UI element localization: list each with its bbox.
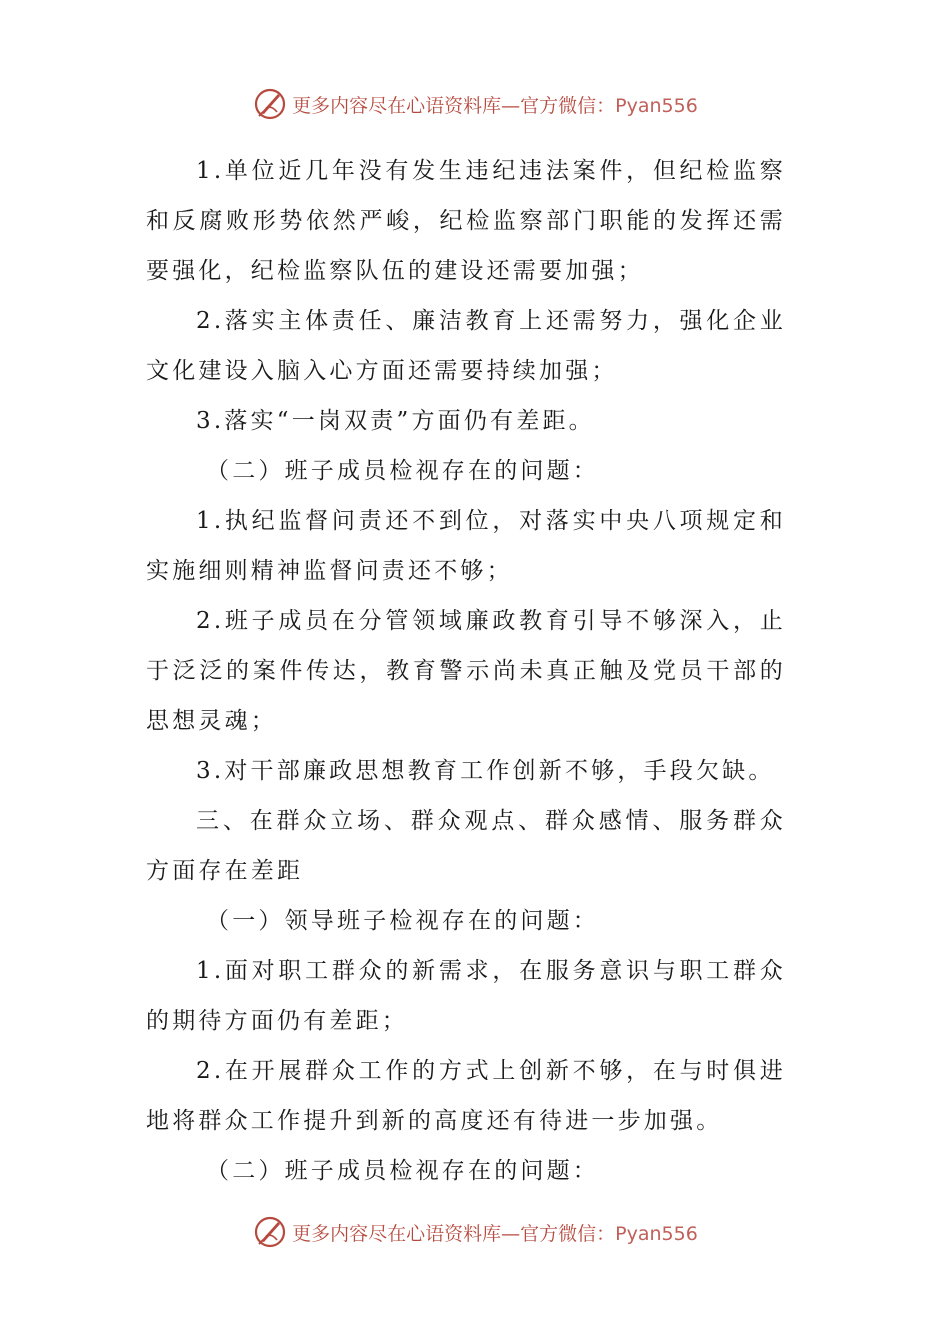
section-heading: （二）班子成员检视存在的问题： <box>206 1158 599 1184</box>
banner-wechat-id: Pyan556 <box>615 94 698 117</box>
paragraph: 1.面对职工群众的新需求，在服务意识与职工群众的期待方面仍有差距； <box>146 958 786 1034</box>
paragraph: 3.落实“一岗双责”方面仍有差距。 <box>196 408 595 434</box>
section-heading: 三、在群众立场、群众观点、群众感情、服务群众方面存在差距 <box>146 808 786 884</box>
paragraph: 1.执纪监督问责还不到位，对落实中央八项规定和实施细则精神监督问责还不够； <box>146 508 786 584</box>
banner-text <box>292 1219 698 1246</box>
paragraph: 2.落实主体责任、廉洁教育上还需努力，强化企业文化建设入脑入心方面还需要持续加强； <box>146 308 786 384</box>
banner-text <box>292 91 698 118</box>
quill-logo-icon <box>252 86 288 122</box>
banner-wechat-id: Pyan556 <box>615 1222 698 1245</box>
document-body <box>146 146 786 1196</box>
paragraph: 2.班子成员在分管领域廉政教育引导不够深入，止于泛泛的案件传达，教育警示尚未真正触及党员干部的思想灵魂； <box>146 608 786 734</box>
paragraph: 3.对干部廉政思想教育工作创新不够，手段欠缺。 <box>196 758 775 784</box>
banner-slogan: 更多内容尽在心语资料库—官方微信： <box>292 1222 616 1245</box>
banner-slogan: 更多内容尽在心语资料库—官方微信： <box>292 94 616 117</box>
paragraph: 2.在开展群众工作的方式上创新不够，在与时俱进地将群众工作提升到新的高度还有待进一步加强。 <box>146 1058 786 1134</box>
footer-banner <box>0 1212 950 1252</box>
quill-logo-icon <box>252 1214 288 1250</box>
section-heading: （二）班子成员检视存在的问题： <box>206 458 599 484</box>
header-banner <box>0 84 950 124</box>
section-heading: （一）领导班子检视存在的问题： <box>206 908 599 934</box>
paragraph: 1.单位近几年没有发生违纪违法案件，但纪检监察和反腐败形势依然严峻，纪检监察部门职能的发挥还需要强化，纪检监察队伍的建设还需要加强； <box>146 158 786 284</box>
